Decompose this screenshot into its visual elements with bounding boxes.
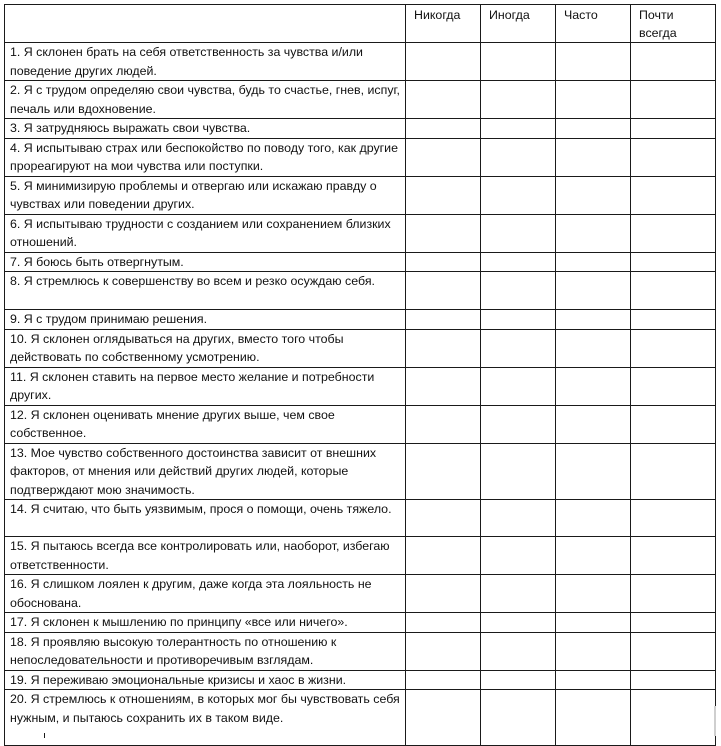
table-row <box>5 443 716 500</box>
header-empty-cell <box>5 5 406 43</box>
answer-cell-never[interactable] <box>406 81 481 119</box>
answer-cell-sometimes[interactable] <box>481 500 556 537</box>
answer-cell-sometimes[interactable] <box>481 537 556 575</box>
question-text: 8. Я стремлюсь к совершенству во всем и резко осуждаю себя. <box>5 272 406 310</box>
header-row <box>5 5 716 43</box>
answer-cell-never[interactable] <box>406 443 481 500</box>
column-header-sometimes: Иногда <box>481 5 556 43</box>
answer-cell-almost-always[interactable] <box>631 272 716 310</box>
answer-cell-often[interactable] <box>556 405 631 443</box>
answer-cell-often[interactable] <box>556 252 631 272</box>
answer-cell-sometimes[interactable] <box>481 119 556 139</box>
table-row <box>5 613 716 633</box>
column-header-almost-always: Почти всегда <box>631 5 716 43</box>
answer-cell-often[interactable] <box>556 138 631 176</box>
question-text: 9. Я с трудом принимаю решения. <box>5 310 406 330</box>
question-text: 2. Я с трудом определяю свои чувства, будь то счастье, гнев, испуг, печаль или вдохновение. <box>5 81 406 119</box>
answer-cell-often[interactable] <box>556 329 631 367</box>
table-row <box>5 310 716 330</box>
answer-cell-sometimes[interactable] <box>481 405 556 443</box>
answer-cell-almost-always[interactable] <box>631 119 716 139</box>
question-text: 10. Я склонен оглядываться на других, вместо того чтобы действовать по собственному усмотрению. <box>5 329 406 367</box>
answer-cell-never[interactable] <box>406 632 481 670</box>
answer-cell-often[interactable] <box>556 670 631 690</box>
answer-cell-often[interactable] <box>556 367 631 405</box>
question-text: 11. Я склонен ставить на первое место желание и потребности других. <box>5 367 406 405</box>
question-text: 3. Я затрудняюсь выражать свои чувства. <box>5 119 406 139</box>
column-header-never: Никогда <box>406 5 481 43</box>
answer-cell-almost-always[interactable] <box>631 81 716 119</box>
answer-cell-often[interactable] <box>556 613 631 633</box>
question-text: 19. Я переживаю эмоциональные кризисы и хаос в жизни. <box>5 670 406 690</box>
question-text: 18. Я проявляю высокую толерантность по отношению к непоследовательности и противоречивым взглядам. <box>5 632 406 670</box>
table-row <box>5 272 716 310</box>
table-row <box>5 119 716 139</box>
answer-cell-often[interactable] <box>556 214 631 252</box>
answer-cell-sometimes[interactable] <box>481 252 556 272</box>
page-edge-mark <box>714 706 716 736</box>
answer-cell-often[interactable] <box>556 537 631 575</box>
answer-cell-often[interactable] <box>556 443 631 500</box>
answer-cell-never[interactable] <box>406 690 481 746</box>
answer-cell-often[interactable] <box>556 119 631 139</box>
answer-cell-never[interactable] <box>406 670 481 690</box>
answer-cell-almost-always[interactable] <box>631 537 716 575</box>
answer-cell-often[interactable] <box>556 575 631 613</box>
answer-cell-never[interactable] <box>406 367 481 405</box>
question-text: 20. Я стремлюсь к отношениям, в которых мог бы чувствовать себя нужным, и пытаюсь сохранить их в таком виде. <box>5 690 406 746</box>
answer-cell-never[interactable] <box>406 214 481 252</box>
answer-cell-never[interactable] <box>406 272 481 310</box>
answer-cell-almost-always[interactable] <box>631 670 716 690</box>
answer-cell-sometimes[interactable] <box>481 138 556 176</box>
answer-cell-sometimes[interactable] <box>481 670 556 690</box>
table-row <box>5 329 716 367</box>
answer-cell-almost-always[interactable] <box>631 367 716 405</box>
question-text: 4. Я испытываю страх или беспокойство по поводу того, как другие прореагируют на мои чувства или поступки. <box>5 138 406 176</box>
answer-cell-sometimes[interactable] <box>481 613 556 633</box>
answer-cell-almost-always[interactable] <box>631 310 716 330</box>
column-header-often: Часто <box>556 5 631 43</box>
answer-cell-never[interactable] <box>406 537 481 575</box>
answer-cell-sometimes[interactable] <box>481 81 556 119</box>
question-text: 14. Я считаю, что быть уязвимым, прося о помощи, очень тяжело. <box>5 500 406 537</box>
table-row <box>5 43 716 81</box>
answer-cell-often[interactable] <box>556 43 631 81</box>
question-text: 17. Я склонен к мышлению по принципу «все или ничего». <box>5 613 406 633</box>
question-text: 7. Я боюсь быть отвергнутым. <box>5 252 406 272</box>
questionnaire-table <box>4 4 716 746</box>
table-row <box>5 690 716 746</box>
answer-cell-almost-always[interactable] <box>631 214 716 252</box>
answer-cell-never[interactable] <box>406 138 481 176</box>
answer-cell-sometimes[interactable] <box>481 310 556 330</box>
table-row <box>5 214 716 252</box>
table-row <box>5 81 716 119</box>
question-text: 12. Я склонен оценивать мнение других выше, чем свое собственное. <box>5 405 406 443</box>
answer-cell-sometimes[interactable] <box>481 214 556 252</box>
table-row <box>5 176 716 214</box>
answer-cell-often[interactable] <box>556 310 631 330</box>
answer-cell-never[interactable] <box>406 176 481 214</box>
table-edge-mark <box>44 733 45 738</box>
question-text: 16. Я слишком лоялен к другим, даже когда эта лояльность не обоснована. <box>5 575 406 613</box>
table-row <box>5 405 716 443</box>
answer-cell-almost-always[interactable] <box>631 43 716 81</box>
answer-cell-never[interactable] <box>406 43 481 81</box>
answer-cell-almost-always[interactable] <box>631 443 716 500</box>
answer-cell-almost-always[interactable] <box>631 405 716 443</box>
question-text: 13. Мое чувство собственного достоинства зависит от внешних факторов, от мнения или действий других людей, которые подтверждают мою значимость. <box>5 443 406 500</box>
answer-cell-often[interactable] <box>556 632 631 670</box>
answer-cell-never[interactable] <box>406 119 481 139</box>
table-row <box>5 252 716 272</box>
answer-cell-almost-always[interactable] <box>631 632 716 670</box>
answer-cell-sometimes[interactable] <box>481 443 556 500</box>
answer-cell-almost-always[interactable] <box>631 252 716 272</box>
answer-cell-sometimes[interactable] <box>481 632 556 670</box>
table-row <box>5 367 716 405</box>
answer-cell-sometimes[interactable] <box>481 329 556 367</box>
answer-cell-never[interactable] <box>406 252 481 272</box>
answer-cell-almost-always[interactable] <box>631 575 716 613</box>
answer-cell-never[interactable] <box>406 405 481 443</box>
answer-cell-often[interactable] <box>556 272 631 310</box>
table-row <box>5 632 716 670</box>
answer-cell-sometimes[interactable] <box>481 690 556 746</box>
question-text: 5. Я минимизирую проблемы и отвергаю или искажаю правду о чувствах или поведении других. <box>5 176 406 214</box>
question-text: 6. Я испытываю трудности с созданием или сохранением близких отношений. <box>5 214 406 252</box>
question-text: 15. Я пытаюсь всегда все контролировать или, наоборот, избегаю ответственности. <box>5 537 406 575</box>
answer-cell-never[interactable] <box>406 613 481 633</box>
answer-cell-sometimes[interactable] <box>481 367 556 405</box>
table-row <box>5 575 716 613</box>
answer-cell-never[interactable] <box>406 500 481 537</box>
answer-cell-almost-always[interactable] <box>631 329 716 367</box>
answer-cell-often[interactable] <box>556 690 631 746</box>
answer-cell-never[interactable] <box>406 575 481 613</box>
answer-cell-never[interactable] <box>406 310 481 330</box>
answer-cell-almost-always[interactable] <box>631 690 716 746</box>
answer-cell-sometimes[interactable] <box>481 176 556 214</box>
answer-cell-almost-always[interactable] <box>631 613 716 633</box>
answer-cell-almost-always[interactable] <box>631 138 716 176</box>
table-row <box>5 670 716 690</box>
answer-cell-sometimes[interactable] <box>481 575 556 613</box>
answer-cell-almost-always[interactable] <box>631 500 716 537</box>
questionnaire-body <box>5 5 716 746</box>
table-row <box>5 537 716 575</box>
question-text: 1. Я склонен брать на себя ответственность за чувства и/или поведение других людей. <box>5 43 406 81</box>
answer-cell-often[interactable] <box>556 81 631 119</box>
table-row <box>5 500 716 537</box>
table-row <box>5 138 716 176</box>
answer-cell-sometimes[interactable] <box>481 43 556 81</box>
answer-cell-almost-always[interactable] <box>631 176 716 214</box>
answer-cell-never[interactable] <box>406 329 481 367</box>
answer-cell-sometimes[interactable] <box>481 272 556 310</box>
answer-cell-often[interactable] <box>556 176 631 214</box>
answer-cell-often[interactable] <box>556 500 631 537</box>
